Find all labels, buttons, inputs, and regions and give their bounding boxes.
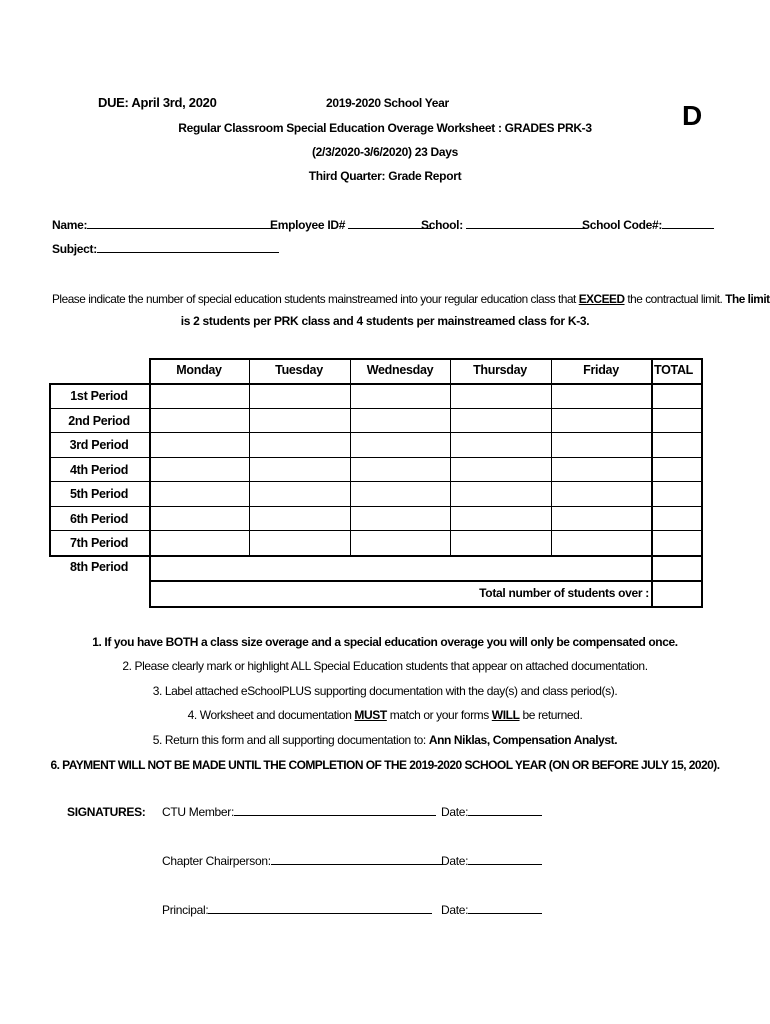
chair-date-line[interactable] xyxy=(468,864,542,865)
period-7-label: 7th Period xyxy=(69,536,129,550)
chapter-chair-field[interactable] xyxy=(162,854,443,868)
instructions-line1 xyxy=(52,292,770,306)
note-4-text-a: 4. Worksheet and documentation xyxy=(187,708,355,722)
subject-label: Subject: xyxy=(52,242,97,256)
period-3-label: 3rd Period xyxy=(69,438,129,452)
limit-emphasis: The limit xyxy=(725,292,770,306)
note-4-text-b: match or your forms xyxy=(386,708,492,722)
period-6-label: 6th Period xyxy=(69,512,129,526)
period-8-label: 8th Period xyxy=(69,560,129,574)
header-friday: Friday xyxy=(583,363,619,377)
principal-field[interactable] xyxy=(162,903,432,917)
date-range: (2/3/2020-3/6/2020) 23 Days xyxy=(311,145,458,159)
principal-date-label: Date: xyxy=(441,903,469,917)
header-tuesday: Tuesday xyxy=(275,363,323,377)
ctu-date-line[interactable] xyxy=(468,815,542,816)
principal-date-line[interactable] xyxy=(468,913,542,914)
note-4 xyxy=(60,708,710,722)
principal-line[interactable] xyxy=(208,913,432,914)
school-code-field[interactable] xyxy=(582,218,714,232)
note-4-will: WILL xyxy=(491,708,520,722)
header-total: TOTAL xyxy=(654,363,694,377)
worksheet-title: Regular Classroom Special Education Overage Worksheet : GRADES PRK-3 xyxy=(178,121,592,135)
period-2-label: 2nd Period xyxy=(68,414,130,428)
instructions-text-2: the contractual limit. xyxy=(624,292,723,306)
signatures-heading: SIGNATURES: xyxy=(67,805,146,819)
chapter-chair-label: Chapter Chairperson: xyxy=(162,854,271,868)
school-field[interactable] xyxy=(421,218,586,232)
header-monday: Monday xyxy=(176,363,222,377)
instructions-line2: is 2 students per PRK class and 4 students per mainstreamed class for K-3. xyxy=(180,314,590,328)
overage-table xyxy=(49,358,703,608)
school-label: School: xyxy=(421,218,463,232)
due-date: DUE: April 3rd, 2020 xyxy=(98,95,217,110)
school-code-label: School Code#: xyxy=(582,218,663,232)
school-code-line[interactable] xyxy=(662,228,714,229)
period-1-label: 1st Period xyxy=(70,389,128,403)
report-title: Third Quarter: Grade Report xyxy=(308,169,462,183)
header-wednesday: Wednesday xyxy=(366,363,434,377)
school-year: 2019-2020 School Year xyxy=(326,96,449,110)
employee-id-line[interactable] xyxy=(348,228,432,229)
instructions-text: Please indicate the number of special education students mainstreamed into your regular education class that xyxy=(52,292,579,306)
name-line[interactable] xyxy=(87,228,273,229)
note-3: 3. Label attached eSchoolPLUS supporting documentation with the day(s) and class period(s). xyxy=(152,684,618,698)
ctu-member-label: CTU Member: xyxy=(162,805,235,819)
employee-id-label: Employee ID# xyxy=(270,218,346,232)
note-2: 2. Please clearly mark or highlight ALL Special Education students that appear on attached documentation. xyxy=(122,659,648,673)
school-line[interactable] xyxy=(466,228,586,229)
note-5-contact: Ann Niklas, Compensation Analyst. xyxy=(428,733,618,747)
employee-id-field[interactable] xyxy=(270,218,432,232)
note-1: 1. If you have BOTH a class size overage and a special education overage you will only be compensated once. xyxy=(92,635,678,649)
name-field[interactable] xyxy=(52,218,273,232)
period-4-label: 4th Period xyxy=(69,463,129,477)
header-thursday: Thursday xyxy=(473,363,527,377)
principal-date-field[interactable] xyxy=(441,903,542,917)
ctu-member-line[interactable] xyxy=(234,815,436,816)
principal-label: Principal: xyxy=(162,903,209,917)
name-label: Name: xyxy=(52,218,88,232)
note-5 xyxy=(60,733,710,747)
subject-line[interactable] xyxy=(97,252,279,253)
chair-date-label: Date: xyxy=(441,854,469,868)
total-students-label: Total number of students over : xyxy=(479,586,649,600)
form-letter: D xyxy=(682,100,703,131)
note-4-must: MUST xyxy=(354,708,387,722)
exceed-emphasis: EXCEED xyxy=(578,292,625,306)
ctu-member-field[interactable] xyxy=(162,805,436,819)
ctu-date-field[interactable] xyxy=(441,805,542,819)
note-6: 6. PAYMENT WILL NOT BE MADE UNTIL THE COMPLETION OF THE 2019-2020 SCHOOL YEAR (ON OR BEFORE JULY 15, 2020). xyxy=(50,758,720,772)
subject-field[interactable] xyxy=(52,242,279,256)
period-5-label: 5th Period xyxy=(69,487,129,501)
chair-date-field[interactable] xyxy=(441,854,542,868)
ctu-date-label: Date: xyxy=(441,805,469,819)
chapter-chair-line[interactable] xyxy=(271,864,443,865)
note-4-text-c: be returned. xyxy=(519,708,583,722)
note-5-text: 5. Return this form and all supporting documentation to: xyxy=(152,733,429,747)
